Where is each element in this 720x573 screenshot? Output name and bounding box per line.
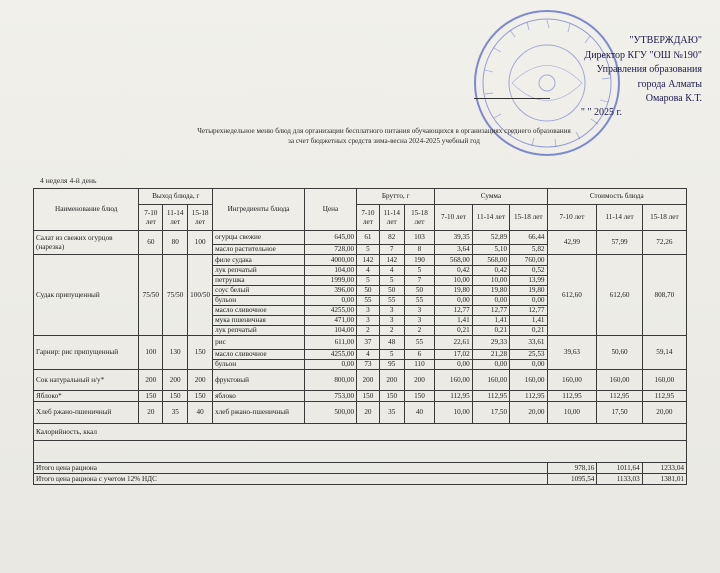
cost-age3-cell: 808,70 xyxy=(642,255,686,336)
document-title xyxy=(104,126,664,146)
gross-age2-cell: 2 xyxy=(379,326,404,336)
ingredient-cell: рис xyxy=(213,336,305,350)
sum-age1-cell: 3,64 xyxy=(435,245,472,255)
title-line: Четырехнедельное меню блюд для организации бесплатного питания обучающихся в организациях среднего образования xyxy=(197,127,571,135)
header-yield-age2: 11-14 лет xyxy=(163,205,188,231)
table-row xyxy=(34,402,687,424)
approval-position: Директор КГУ "ОШ №190" xyxy=(584,49,702,61)
gross-age2-cell: 5 xyxy=(379,276,404,286)
gross-age2-cell: 142 xyxy=(379,255,404,266)
header-yield-age3: 15-18 лет xyxy=(188,205,213,231)
gross-age2-cell: 150 xyxy=(379,391,404,402)
price-cell: 1999,00 xyxy=(304,276,356,286)
yield-age2-cell: 80 xyxy=(163,231,188,255)
table-row xyxy=(34,336,687,350)
gross-age1-cell: 2 xyxy=(357,326,380,336)
sum-age1-cell: 0,21 xyxy=(435,326,472,336)
sum-age3-cell: 160,00 xyxy=(510,370,547,391)
cost-age1-cell: 10,00 xyxy=(547,402,597,424)
ingredient-cell: бульон xyxy=(213,296,305,306)
sum-age3-cell: 33,61 xyxy=(510,336,547,350)
gross-age1-cell: 61 xyxy=(357,231,380,245)
sum-age3-cell: 12,77 xyxy=(510,306,547,316)
price-cell: 611,00 xyxy=(304,336,356,350)
header-cost: Стоимость блюда xyxy=(547,189,687,205)
yield-age1-cell: 75/50 xyxy=(139,255,163,336)
yield-age1-cell: 150 xyxy=(139,391,163,402)
price-cell: 0,00 xyxy=(304,296,356,306)
sum-age3-cell: 25,53 xyxy=(510,350,547,360)
sum-age3-cell: 112,95 xyxy=(510,391,547,402)
price-cell: 728,00 xyxy=(304,245,356,255)
gross-age1-cell: 200 xyxy=(357,370,380,391)
totals-c1-cell: 978,16 xyxy=(547,463,597,474)
sum-age3-cell: 5,82 xyxy=(510,245,547,255)
cost-age2-cell: 612,60 xyxy=(597,255,642,336)
price-cell: 396,00 xyxy=(304,286,356,296)
sum-age2-cell: 0,00 xyxy=(472,360,509,370)
dish-name-cell: Гарнир: рис припущенный xyxy=(34,336,139,370)
yield-age3-cell: 150 xyxy=(188,336,213,370)
gross-age1-cell: 5 xyxy=(357,276,380,286)
cost-age3-cell: 20,00 xyxy=(642,402,686,424)
header-gross: Брутто, г xyxy=(357,189,435,205)
price-cell: 0,00 xyxy=(304,360,356,370)
header-name: Наименование блюд xyxy=(34,189,139,231)
yield-age2-cell: 200 xyxy=(163,370,188,391)
gross-age3-cell: 190 xyxy=(404,255,435,266)
gross-age2-cell: 5 xyxy=(379,350,404,360)
cost-age3-cell: 72,26 xyxy=(642,231,686,255)
totals-row xyxy=(34,474,687,485)
cost-age1-cell: 612,60 xyxy=(547,255,597,336)
gross-age2-cell: 82 xyxy=(379,231,404,245)
sum-age3-cell: 0,00 xyxy=(510,360,547,370)
gross-age2-cell: 200 xyxy=(379,370,404,391)
sum-age2-cell: 17,50 xyxy=(472,402,509,424)
approval-city: города Алматы xyxy=(637,78,702,90)
gross-age3-cell: 7 xyxy=(404,276,435,286)
price-cell: 500,00 xyxy=(304,402,356,424)
sum-age3-cell: 0,52 xyxy=(510,266,547,276)
gross-age2-cell: 3 xyxy=(379,316,404,326)
calories-row xyxy=(34,424,687,441)
ingredient-cell: мука пшеничная xyxy=(213,316,305,326)
totals-c1-cell: 1095,54 xyxy=(547,474,597,485)
cost-age2-cell: 112,95 xyxy=(597,391,642,402)
yield-age2-cell: 150 xyxy=(163,391,188,402)
dish-name-cell: Хлеб ржано-пшеничный xyxy=(34,402,139,424)
cost-age3-cell: 160,00 xyxy=(642,370,686,391)
gross-age1-cell: 50 xyxy=(357,286,380,296)
gross-age1-cell: 4 xyxy=(357,350,380,360)
totals-row xyxy=(34,463,687,474)
price-cell: 753,00 xyxy=(304,391,356,402)
sum-age2-cell: 0,00 xyxy=(472,296,509,306)
header-yield-age1: 7-10 лет xyxy=(139,205,163,231)
yield-age3-cell: 100 xyxy=(188,231,213,255)
gross-age3-cell: 3 xyxy=(404,316,435,326)
gross-age3-cell: 55 xyxy=(404,336,435,350)
gross-age2-cell: 35 xyxy=(379,402,404,424)
menu-table xyxy=(33,188,687,485)
header-gross-age1: 7-10 лет xyxy=(357,205,380,231)
price-cell: 645,00 xyxy=(304,231,356,245)
sum-age2-cell: 52,89 xyxy=(472,231,509,245)
header-price: Цена xyxy=(304,189,356,231)
gross-age2-cell: 7 xyxy=(379,245,404,255)
gross-age1-cell: 5 xyxy=(357,245,380,255)
yield-age2-cell: 35 xyxy=(163,402,188,424)
ingredient-cell: бульон xyxy=(213,360,305,370)
sum-age3-cell: 760,00 xyxy=(510,255,547,266)
gross-age3-cell: 110 xyxy=(404,360,435,370)
subtitle-line: за счет бюджетных средств зима-весна 2024-2025 учебный год xyxy=(288,137,480,145)
gross-age1-cell: 3 xyxy=(357,316,380,326)
cost-age1-cell: 112,95 xyxy=(547,391,597,402)
gross-age3-cell: 50 xyxy=(404,286,435,296)
sum-age1-cell: 17,02 xyxy=(435,350,472,360)
gross-age3-cell: 5 xyxy=(404,266,435,276)
sum-age1-cell: 39,35 xyxy=(435,231,472,245)
ingredient-cell: яблоко xyxy=(213,391,305,402)
sum-age3-cell: 1,41 xyxy=(510,316,547,326)
gross-age3-cell: 40 xyxy=(404,402,435,424)
sum-age2-cell: 568,00 xyxy=(472,255,509,266)
ingredient-cell: фруктовый xyxy=(213,370,305,391)
totals-label: Итого цена рациона xyxy=(34,463,548,474)
signature-line xyxy=(474,98,550,99)
table-row xyxy=(34,231,687,245)
gross-age1-cell: 4 xyxy=(357,266,380,276)
sum-age1-cell: 19,80 xyxy=(435,286,472,296)
yield-age3-cell: 100/50 xyxy=(188,255,213,336)
sum-age2-cell: 29,33 xyxy=(472,336,509,350)
sum-age3-cell: 0,21 xyxy=(510,326,547,336)
price-cell: 4000,00 xyxy=(304,255,356,266)
sum-age1-cell: 10,00 xyxy=(435,276,472,286)
sum-age2-cell: 1,41 xyxy=(472,316,509,326)
gross-age3-cell: 2 xyxy=(404,326,435,336)
yield-age3-cell: 40 xyxy=(188,402,213,424)
sum-age2-cell: 12,77 xyxy=(472,306,509,316)
ingredient-cell: петрушка xyxy=(213,276,305,286)
blank-cell xyxy=(34,441,687,463)
gross-age2-cell: 4 xyxy=(379,266,404,276)
header-gross-age3: 15-18 лет xyxy=(404,205,435,231)
sum-age2-cell: 0,42 xyxy=(472,266,509,276)
cost-age2-cell: 17,50 xyxy=(597,402,642,424)
header-sum-age1: 7-10 лет xyxy=(435,205,472,231)
price-cell: 800,00 xyxy=(304,370,356,391)
gross-age3-cell: 3 xyxy=(404,306,435,316)
sum-age2-cell: 160,00 xyxy=(472,370,509,391)
gross-age3-cell: 150 xyxy=(404,391,435,402)
sum-age1-cell: 1,41 xyxy=(435,316,472,326)
sum-age1-cell: 568,00 xyxy=(435,255,472,266)
gross-age2-cell: 95 xyxy=(379,360,404,370)
header-cost-age2: 11-14 лет xyxy=(597,205,642,231)
yield-age1-cell: 60 xyxy=(139,231,163,255)
ingredient-cell: соус белый xyxy=(213,286,305,296)
yield-age1-cell: 200 xyxy=(139,370,163,391)
gross-age3-cell: 103 xyxy=(404,231,435,245)
sum-age2-cell: 21,28 xyxy=(472,350,509,360)
gross-age2-cell: 48 xyxy=(379,336,404,350)
dish-name-cell: Яблоко* xyxy=(34,391,139,402)
cost-age2-cell: 57,99 xyxy=(597,231,642,255)
week-day-label: 4 неделя 4-й день xyxy=(40,176,97,185)
price-cell: 104,00 xyxy=(304,266,356,276)
price-cell: 4255,00 xyxy=(304,306,356,316)
sum-age3-cell: 13,99 xyxy=(510,276,547,286)
header-cost-age1: 7-10 лет xyxy=(547,205,597,231)
table-row xyxy=(34,255,687,266)
dish-name-cell: Салат из свежих огурцов (нарезка) xyxy=(34,231,139,255)
gross-age3-cell: 8 xyxy=(404,245,435,255)
sum-age3-cell: 19,80 xyxy=(510,286,547,296)
sum-age1-cell: 10,00 xyxy=(435,402,472,424)
approval-date: " " 2025 г. xyxy=(580,107,622,118)
gross-age3-cell: 200 xyxy=(404,370,435,391)
dish-name-cell: Сок натуральный н/у* xyxy=(34,370,139,391)
gross-age2-cell: 3 xyxy=(379,306,404,316)
ingredient-cell: масло сливочное xyxy=(213,350,305,360)
sum-age3-cell: 20,00 xyxy=(510,402,547,424)
ingredient-cell: масло сливочное xyxy=(213,306,305,316)
calories-label: Калорийность, ккал xyxy=(34,424,687,441)
totals-c3-cell: 1381,01 xyxy=(642,474,686,485)
totals-label: Итого цена рациона с учетом 12% НДС xyxy=(34,474,548,485)
approval-block xyxy=(548,34,708,107)
approval-name: Омарова К.Т. xyxy=(645,93,702,104)
header-sum: Сумма xyxy=(435,189,547,205)
header-gross-age2: 11-14 лет xyxy=(379,205,404,231)
ingredient-cell: огурцы свежие xyxy=(213,231,305,245)
cost-age1-cell: 39,63 xyxy=(547,336,597,370)
sum-age2-cell: 112,95 xyxy=(472,391,509,402)
sum-age2-cell: 10,00 xyxy=(472,276,509,286)
gross-age1-cell: 37 xyxy=(357,336,380,350)
ingredient-cell: хлеб ржано-пшеничный xyxy=(213,402,305,424)
blank-row xyxy=(34,441,687,463)
gross-age3-cell: 55 xyxy=(404,296,435,306)
gross-age1-cell: 55 xyxy=(357,296,380,306)
cost-age2-cell: 50,60 xyxy=(597,336,642,370)
yield-age2-cell: 75/50 xyxy=(163,255,188,336)
cost-age2-cell: 160,00 xyxy=(597,370,642,391)
price-cell: 471,00 xyxy=(304,316,356,326)
header-yield: Выход блюда, г xyxy=(139,189,213,205)
cost-age3-cell: 112,95 xyxy=(642,391,686,402)
ingredient-cell: масло растительное xyxy=(213,245,305,255)
gross-age3-cell: 6 xyxy=(404,350,435,360)
approval-dept: Управления образования xyxy=(596,64,702,75)
sum-age1-cell: 0,00 xyxy=(435,360,472,370)
yield-age1-cell: 20 xyxy=(139,402,163,424)
gross-age1-cell: 3 xyxy=(357,306,380,316)
sum-age1-cell: 112,95 xyxy=(435,391,472,402)
sum-age2-cell: 19,80 xyxy=(472,286,509,296)
cost-age1-cell: 42,99 xyxy=(547,231,597,255)
approval-title: "УТВЕРЖДАЮ" xyxy=(629,35,702,46)
sum-age2-cell: 0,21 xyxy=(472,326,509,336)
gross-age1-cell: 142 xyxy=(357,255,380,266)
yield-age3-cell: 200 xyxy=(188,370,213,391)
sum-age2-cell: 5,10 xyxy=(472,245,509,255)
totals-c3-cell: 1233,04 xyxy=(642,463,686,474)
ingredient-cell: филе судака xyxy=(213,255,305,266)
header-ingredients: Ингредиенты блюда xyxy=(213,189,305,231)
header-cost-age3: 15-18 лет xyxy=(642,205,686,231)
header-sum-age2: 11-14 лет xyxy=(472,205,509,231)
ingredient-cell: лук репчатый xyxy=(213,326,305,336)
dish-name-cell: Судак припущенный xyxy=(34,255,139,336)
gross-age2-cell: 55 xyxy=(379,296,404,306)
totals-c2-cell: 1011,64 xyxy=(597,463,642,474)
gross-age1-cell: 20 xyxy=(357,402,380,424)
sum-age1-cell: 0,42 xyxy=(435,266,472,276)
cost-age3-cell: 59,14 xyxy=(642,336,686,370)
totals-c2-cell: 1133,03 xyxy=(597,474,642,485)
yield-age1-cell: 100 xyxy=(139,336,163,370)
price-cell: 104,00 xyxy=(304,326,356,336)
sum-age1-cell: 22,61 xyxy=(435,336,472,350)
gross-age2-cell: 50 xyxy=(379,286,404,296)
ingredient-cell: лук репчатый xyxy=(213,266,305,276)
sum-age3-cell: 66,44 xyxy=(510,231,547,245)
table-row xyxy=(34,370,687,391)
gross-age1-cell: 150 xyxy=(357,391,380,402)
yield-age2-cell: 130 xyxy=(163,336,188,370)
table-row xyxy=(34,391,687,402)
sum-age1-cell: 0,00 xyxy=(435,296,472,306)
cost-age1-cell: 160,00 xyxy=(547,370,597,391)
sum-age1-cell: 160,00 xyxy=(435,370,472,391)
price-cell: 4255,00 xyxy=(304,350,356,360)
sum-age1-cell: 12,77 xyxy=(435,306,472,316)
header-sum-age3: 15-18 лет xyxy=(510,205,547,231)
sum-age3-cell: 0,00 xyxy=(510,296,547,306)
yield-age3-cell: 150 xyxy=(188,391,213,402)
gross-age1-cell: 73 xyxy=(357,360,380,370)
